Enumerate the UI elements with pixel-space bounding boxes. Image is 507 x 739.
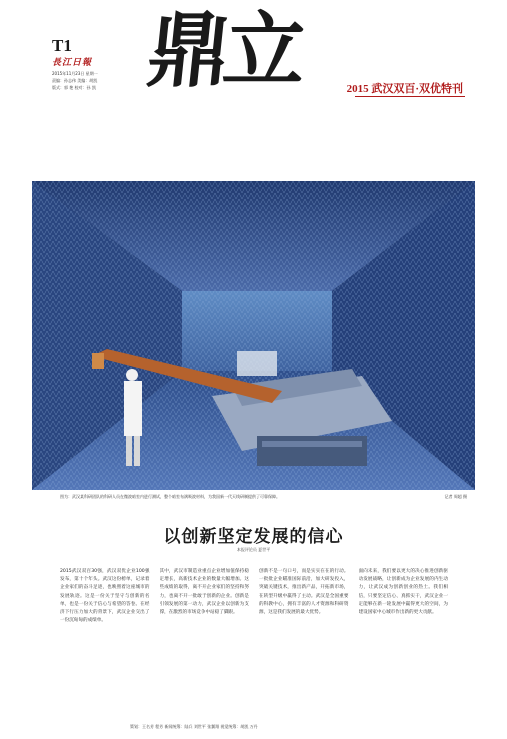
special-issue-label: 2015 武汉双百·双优特刊 xyxy=(346,83,463,95)
photo-credit: 记者 周超 摄 xyxy=(444,494,467,499)
lead-photo xyxy=(32,181,475,490)
date-line: 2015年11月23日 星期一 xyxy=(52,71,98,76)
photo-caption: 图为：武汉某科研团队的科研人员在微波暗室内进行测试，整个暗室布满吸波材料，为我国新一代天线研制提供了可靠保障。 xyxy=(60,494,280,499)
page-title: 鼎立 xyxy=(142,3,306,99)
article-body xyxy=(60,568,448,718)
page-credits: 策划：王名芳 程芳 新闻统筹：陆兵 刘世平 张翼翔 视觉统筹：胡凯 万丹 xyxy=(130,724,258,729)
article-headline: 以创新坚定发展的信心 xyxy=(163,527,344,547)
editor-line: 责编：孙志伟 美编：胡凯 xyxy=(52,78,98,83)
article-byline: 本报评论员 夏世平 xyxy=(236,547,271,552)
anechoic-chamber-image xyxy=(32,181,475,490)
article-column: 面向未来，我们要以更大的决心推进创新驱动发展战略，让创新成为企业发展的内生动力，让武汉成为创新创业的热土。我们相信，只要坚定信心、真抓实干，武汉企业一定能够在新一轮发展中赢得更大的空间，为建设国家中心城市作出新的更大贡献。 xyxy=(358,569,448,616)
layout-line: 版式：郭 艳 校对：孙 凯 xyxy=(52,85,96,90)
divider xyxy=(355,96,465,97)
article-column: 2015武汉双百30强，武汉双优企业100强发布，第十个年头。武汉这份榜单，记录着企业家们的奋斗足迹，也映照着这座城市的发展轨迹。这是一份关于坚守与创新的名单，也是一份关于信心与希望的答卷。在经济下行压力加大的背景下，武汉企业交出了一份沉甸甸的成绩单。 xyxy=(60,569,150,624)
article-column: 其中，武汉市制造业重点企业增加值保持稳定增长，高新技术企业的数量大幅增加。这些成绩的取得，离不开企业家们的坚持和努力，也离不开一批敢于创新的企业。创新是引领发展的第一动力，武汉企业以创新为支撑，在激烈的市场竞争中站稳了脚跟。 xyxy=(159,569,249,616)
masthead xyxy=(0,0,507,160)
page-number: T1 xyxy=(52,36,72,55)
newspaper-name: 長江日報 xyxy=(52,58,93,68)
article-column: 创新不是一句口号，而是实实在在的行动。一批批企业瞄准国际前沿，加大研发投入，突破关键技术，推出新产品，开拓新市场，在转型升级中赢得了主动。武汉是全国重要的科教中心，拥有丰富的人才资源和科研资源，这是我们发展的最大优势。 xyxy=(259,569,349,616)
